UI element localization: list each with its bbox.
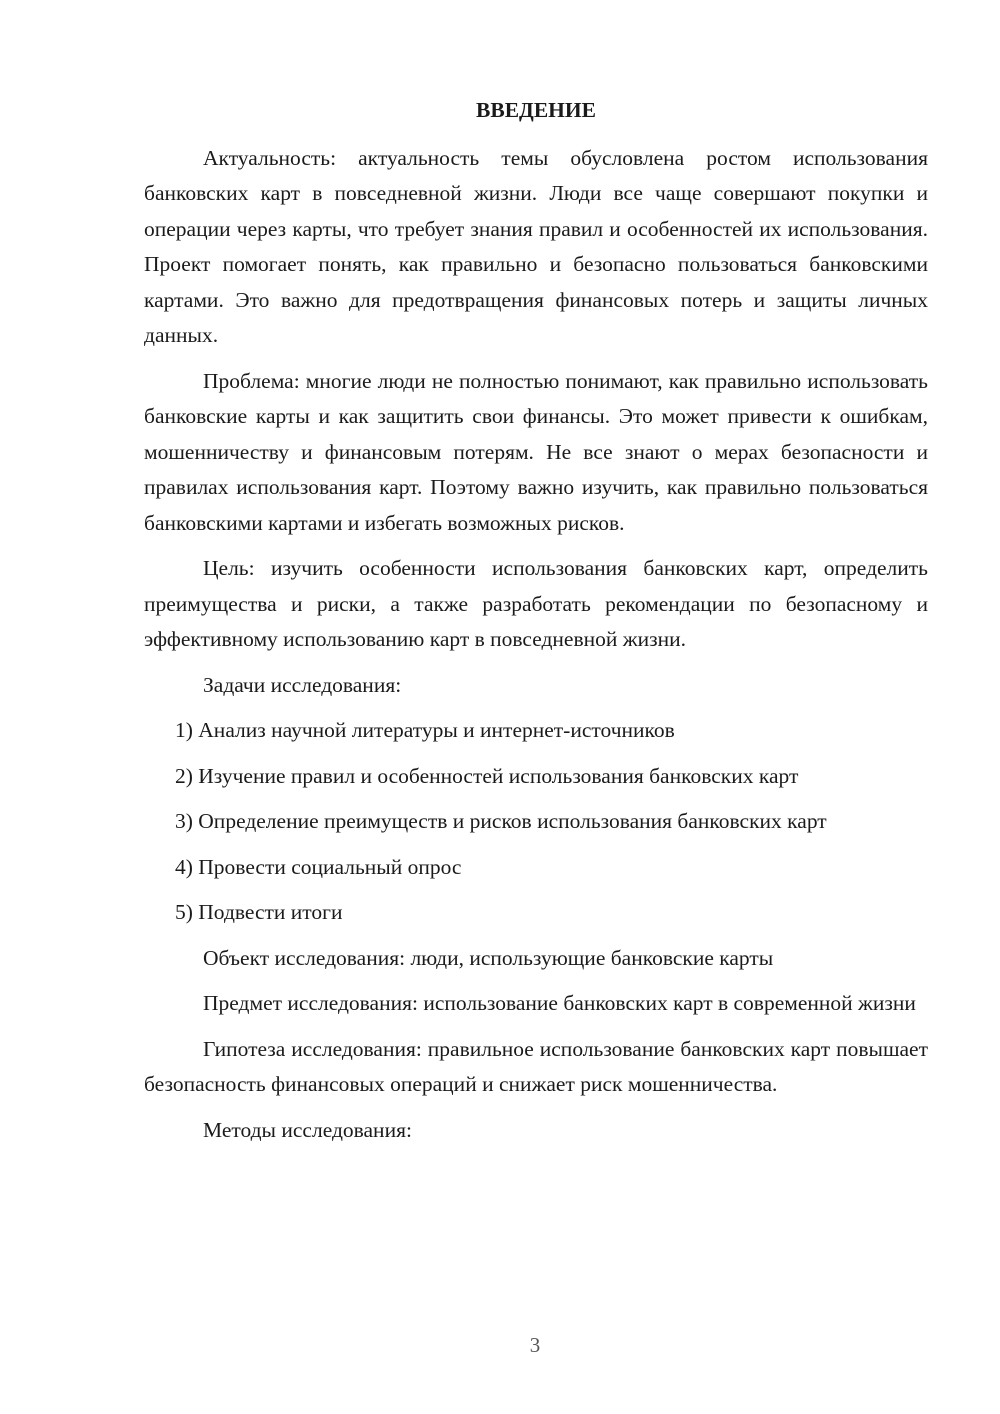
object-paragraph: Объект исследования: люди, использующие банковские карты: [203, 945, 774, 970]
goal-paragraph: Цель: изучить особенности использования банковских карт, определить преимущества и риски, а также разработать рекомендации по безопасному и эффективному использованию карт в повседневной жизни.: [144, 556, 928, 651]
methods-heading: Методы исследования:: [203, 1117, 412, 1142]
task-item-5: 5) Подвести итоги: [175, 900, 343, 924]
tasks-list: [144, 713, 928, 931]
task-item-3: 3) Определение преимуществ и рисков использования банковских карт: [175, 809, 827, 833]
relevance-paragraph: Актуальность: актуальность темы обусловлена ростом использования банковских карт в повседневной жизни. Люди все чаще совершают покупки и операции через карты, что требует знания правил и особенностей их использования. Проект помогает понять, как правильно и безопасно пользоваться банковскими картами. Это важно для предотвращения финансовых потерь и защиты личных данных.: [144, 145, 928, 347]
subject-paragraph: Предмет исследования: использование банковских карт в современной жизни: [203, 991, 916, 1015]
hypothesis-paragraph: Гипотеза исследования: правильное использование банковских карт повышает безопасность финансовых операций и снижает риск мошенничества.: [144, 1036, 928, 1096]
task-item-4: 4) Провести социальный опрос: [175, 854, 462, 879]
page-number: 3: [529, 1333, 541, 1357]
document-body: [144, 93, 928, 1158]
problem-paragraph: Проблема: многие люди не полностью понимают, как правильно использовать банковские карты и как защитить свои финансы. Это может привести к ошибкам, мошенничеству и финансовым потерям. Не все знают о мерах безопасности и правилах использования карт. Поэтому важно изучить, как правильно пользоваться банковскими картами и избегать возможных рисков.: [144, 368, 928, 535]
task-item-2: 2) Изучение правил и особенностей использования банковских карт: [175, 763, 799, 788]
tasks-heading: Задачи исследования:: [203, 672, 402, 697]
page-title: ВВЕДЕНИЕ: [476, 98, 596, 122]
task-item-1: 1) Анализ научной литературы и интернет-источников: [175, 718, 675, 742]
